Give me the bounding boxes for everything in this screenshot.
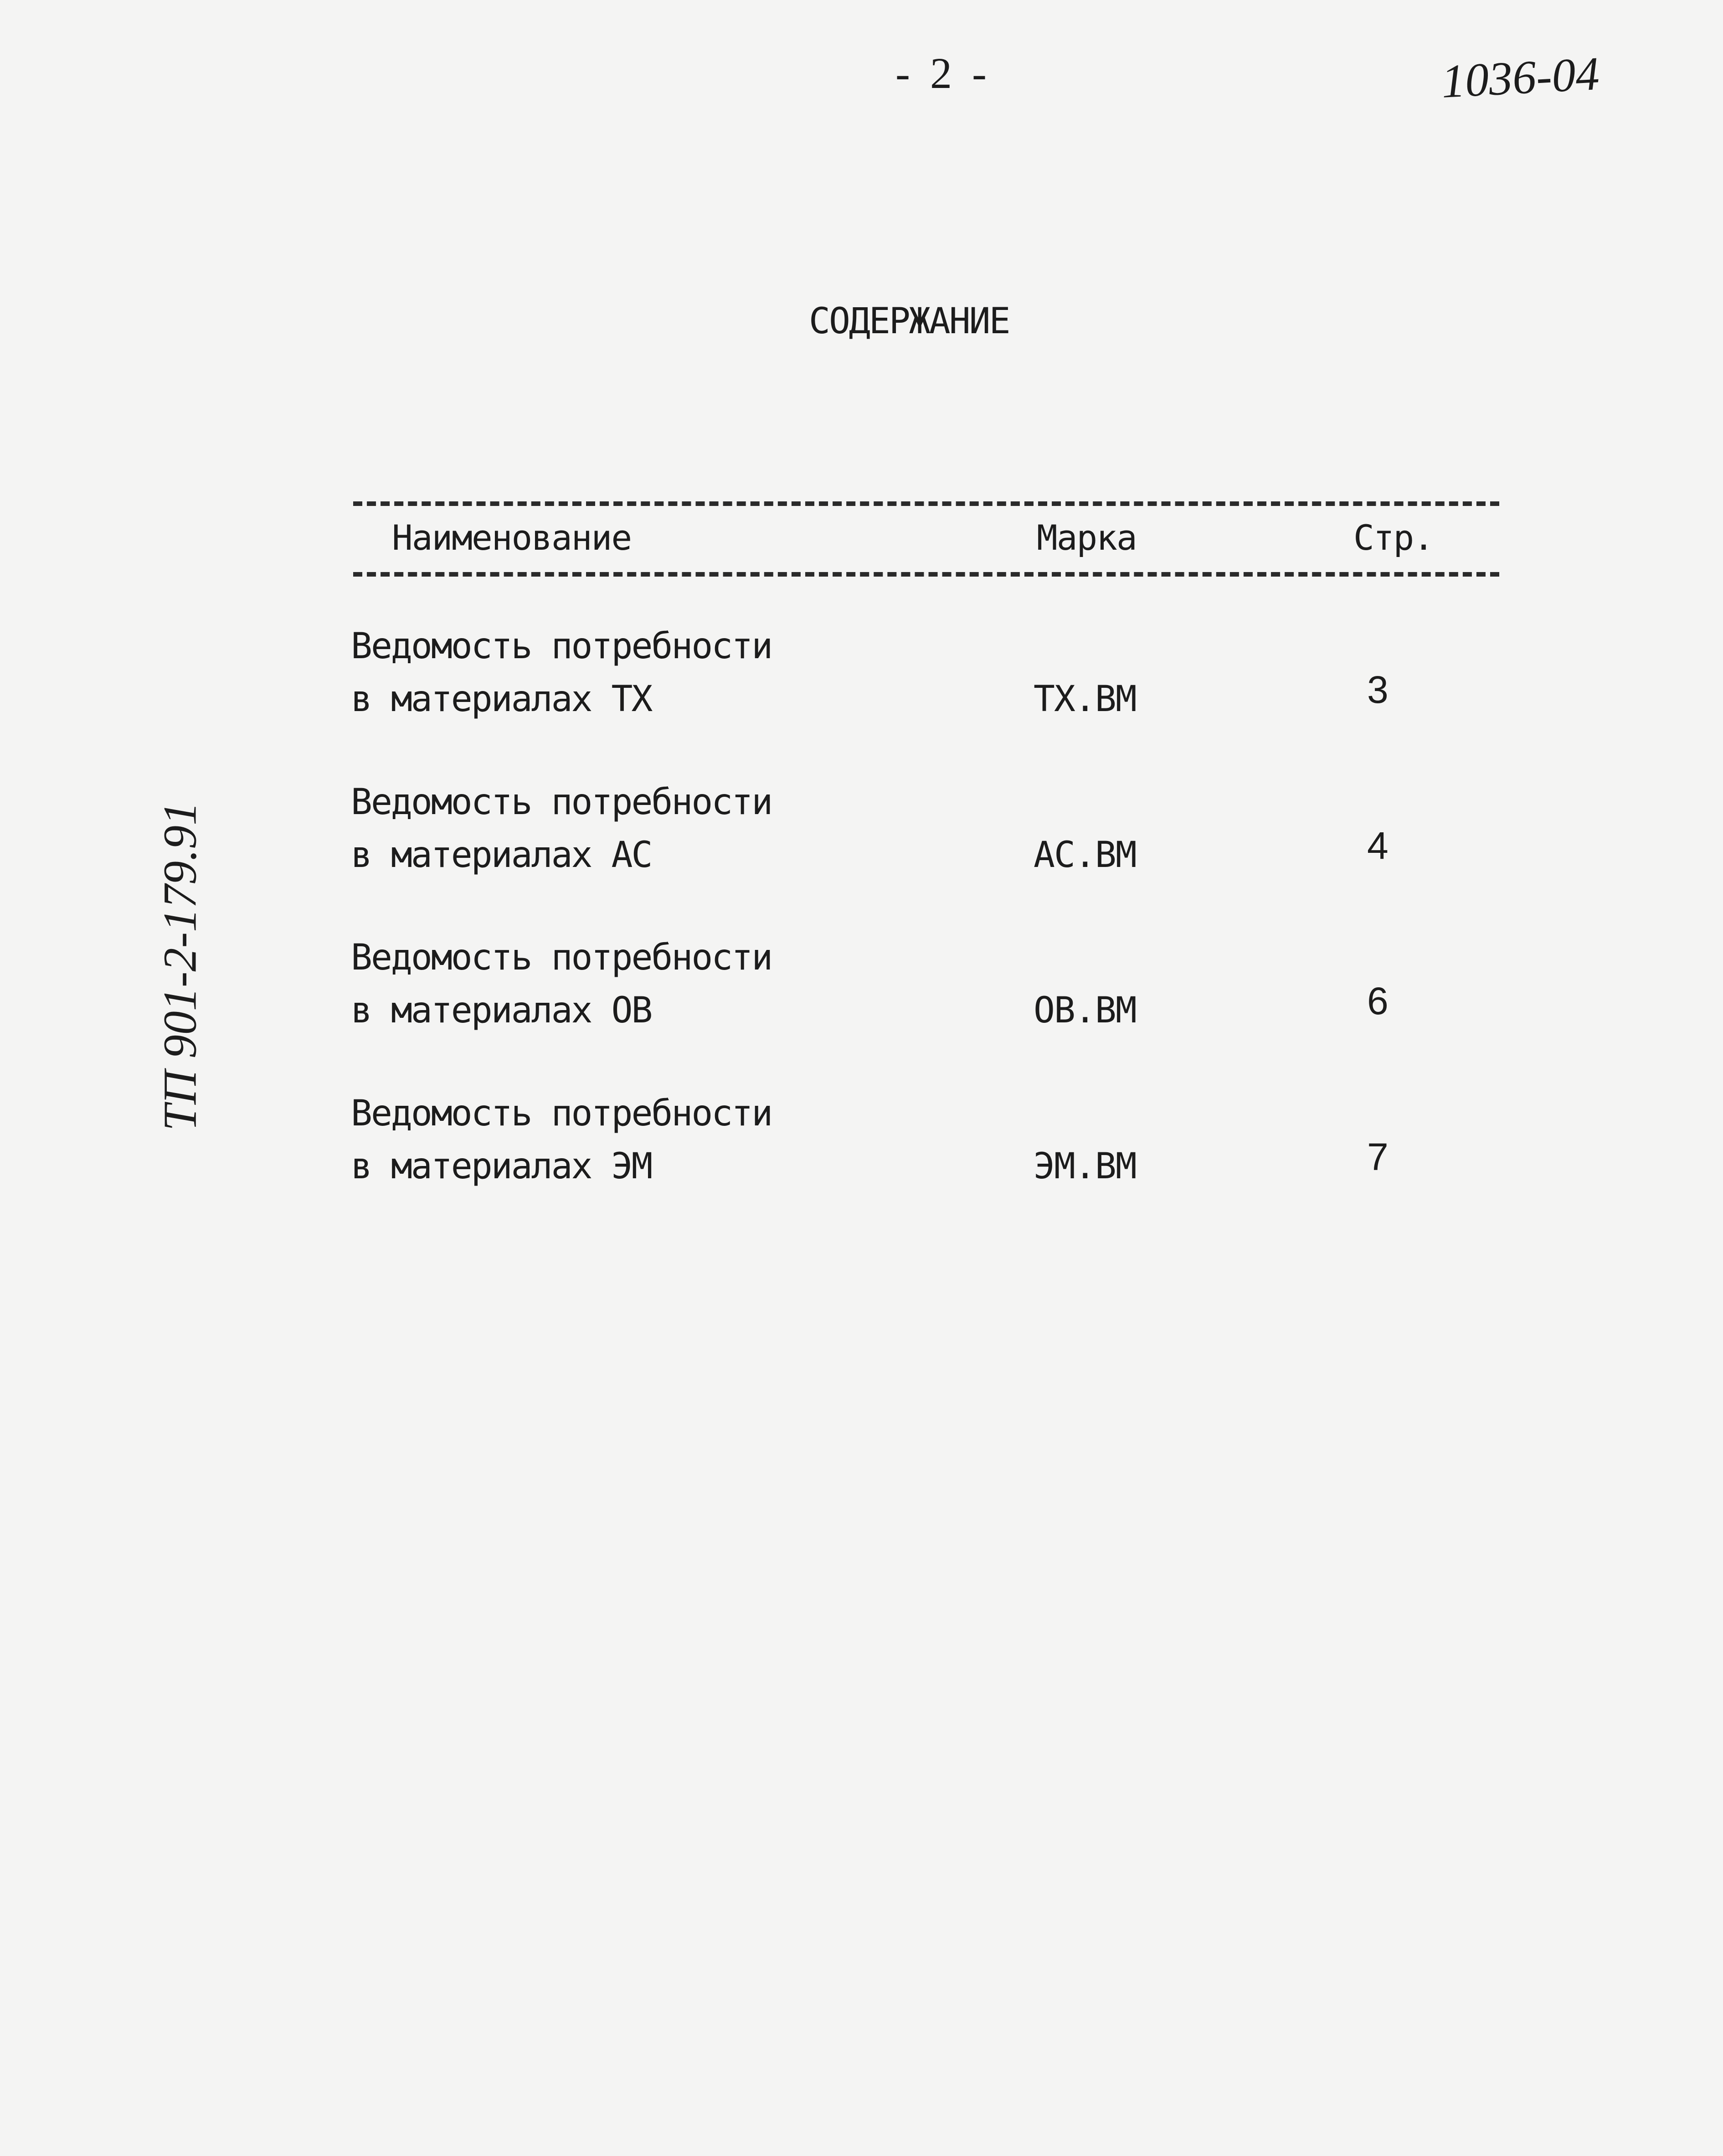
toc-row-page: 6 xyxy=(1367,980,1389,1022)
toc-row-as xyxy=(0,776,1723,894)
table-header-bottom-rule xyxy=(353,572,1499,577)
toc-row-name xyxy=(351,931,771,1037)
toc-row-name xyxy=(351,776,771,882)
toc-row-tx xyxy=(0,620,1723,738)
column-header-page: Стр. xyxy=(1353,517,1434,558)
toc-row-em xyxy=(0,1087,1723,1206)
toc-row-mark: ТХ.ВМ xyxy=(1034,679,1136,720)
toc-row-page: 4 xyxy=(1367,824,1389,867)
toc-row-name-line2: в материалах ОВ xyxy=(351,990,652,1031)
document-title: СОДЕРЖАНИЕ xyxy=(809,301,1009,342)
toc-row-name-line2: в материалах АС xyxy=(351,835,652,876)
toc-row-ov xyxy=(0,931,1723,1050)
toc-row-name xyxy=(351,620,771,726)
table-header-top-rule xyxy=(353,501,1499,506)
column-header-mark: Марка xyxy=(1037,517,1137,558)
toc-row-mark: ЭМ.ВМ xyxy=(1034,1146,1136,1187)
toc-row-name-line1: Ведомость потребности xyxy=(351,626,772,667)
toc-row-mark: АС.ВМ xyxy=(1034,835,1136,876)
toc-row-name-line2: в материалах ЭМ xyxy=(351,1146,652,1187)
toc-row-mark: ОВ.ВМ xyxy=(1034,990,1136,1031)
toc-row-page: 7 xyxy=(1367,1135,1389,1178)
toc-row-name-line1: Ведомость потребности xyxy=(351,1093,772,1134)
side-project-stamp: ТП 901-2-179.91 xyxy=(154,801,206,1131)
toc-row-name xyxy=(351,1087,771,1193)
toc-row-name-line1: Ведомость потребности xyxy=(351,937,772,978)
toc-row-name-line2: в материалах ТХ xyxy=(351,679,652,720)
toc-row-name-line1: Ведомость потребности xyxy=(351,782,772,823)
handwritten-document-code: 1036-04 xyxy=(1440,47,1601,108)
toc-row-page: 3 xyxy=(1367,668,1389,711)
column-header-name: Наименование xyxy=(392,517,632,558)
page-number: - 2 - xyxy=(895,49,991,98)
